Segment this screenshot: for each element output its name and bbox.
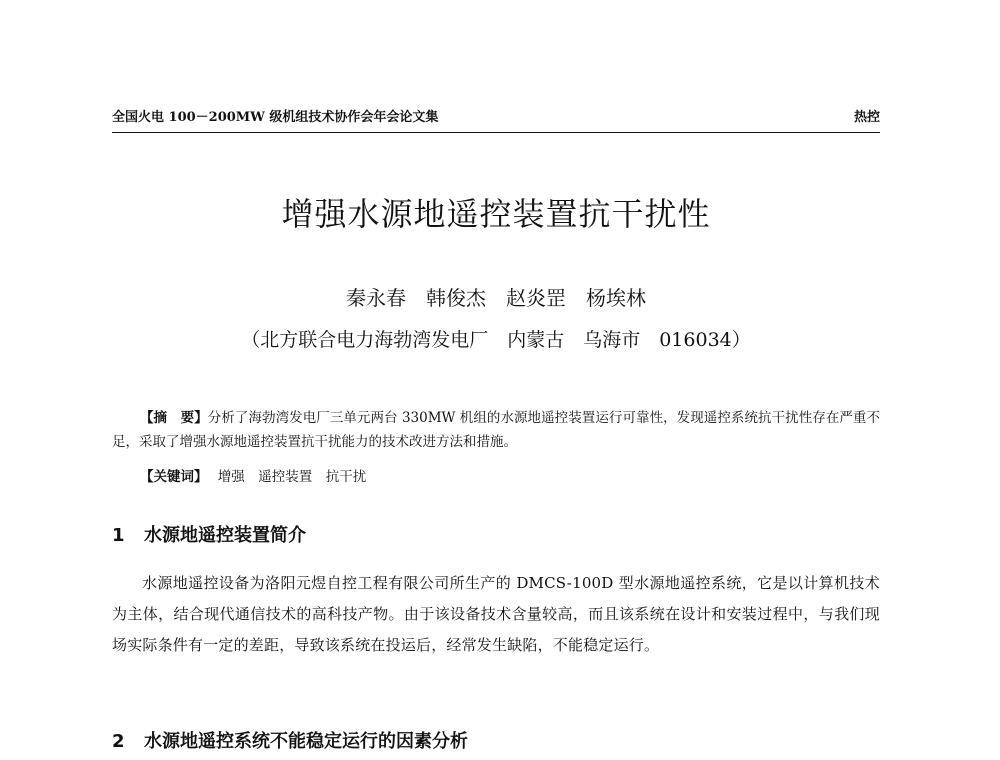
running-header [112, 108, 880, 133]
body-paragraph: 水源地遥控设备为洛阳元煜自控工程有限公司所生产的 DMCS-100D 型水源地遥控系统，它是以计算机技术为主体，结合现代通信技术的高科技产物。由于该设备技术含量较高，而且该系统在设计和安装过程中，与我们现场实际条件有一定的差距，导致该系统在投运后，经常发生缺陷，不能稳定运行。 [112, 574, 880, 654]
author-list: 秦永春 韩俊杰 赵炎罡 杨埃林 [346, 286, 646, 310]
section-heading-1 [112, 523, 880, 549]
section-number: 2 [112, 731, 125, 752]
abstract-text: 分析了海勃湾发电厂三单元两台 330MW 机组的水源地遥控装置运行可靠性，发现遥控系统抗干扰性存在严重不足，采取了增强水源地遥控装置抗干扰能力的技术改进方法和措施。 [112, 410, 880, 450]
keywords-label: 【关键词】 [140, 469, 208, 485]
section-category: 热控 [853, 110, 880, 125]
section-title: 水源地遥控系统不能稳定运行的因素分析 [144, 731, 468, 752]
paper-title: 增强水源地遥控装置抗干扰性 [281, 195, 711, 233]
section-number: 1 [112, 525, 125, 546]
keywords-text: 增强 遥控装置 抗干扰 [217, 469, 367, 485]
section-heading-2 [112, 729, 880, 755]
abstract-label: 【摘 要】 [140, 410, 208, 426]
author-affiliation: （北方联合电力海勃湾发电厂 内蒙古 乌海市 016034） [241, 329, 751, 351]
abstract [112, 406, 880, 454]
keywords [140, 466, 880, 488]
proceedings-title: 全国火电 100－200MW 级机组技术协作会年会论文集 [112, 110, 439, 125]
section-title: 水源地遥控装置简介 [144, 525, 306, 546]
